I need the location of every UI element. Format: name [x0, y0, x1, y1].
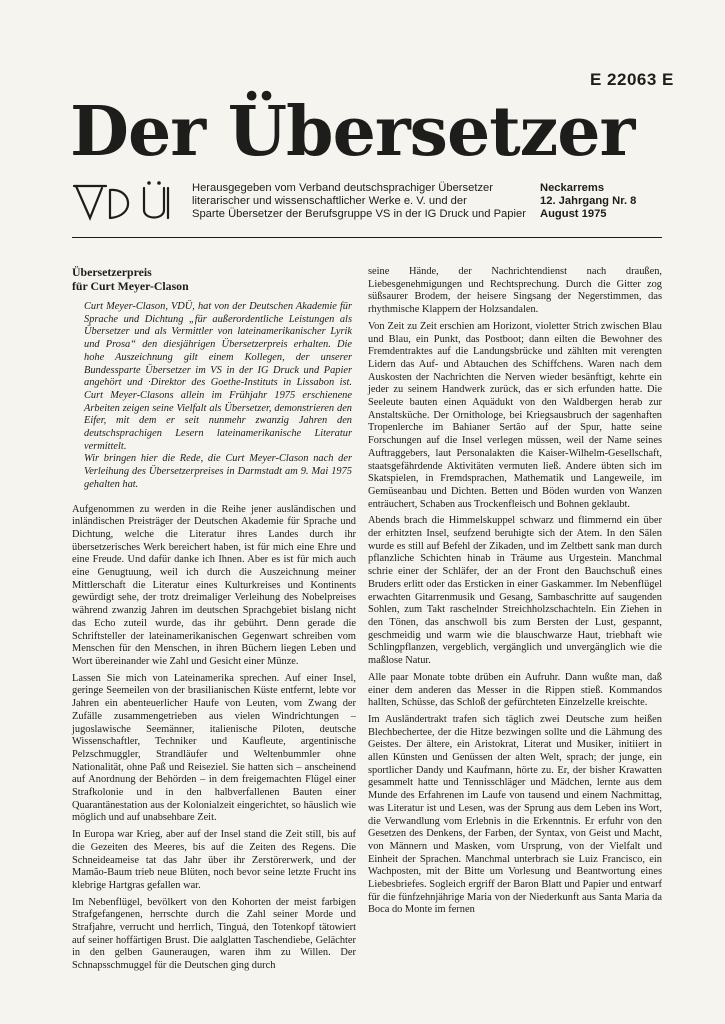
body-paragraph: In Europa war Krieg, aber auf der Insel stand die Zeit still, bis auf die Gezeiten des Meeres, bis auf die Zeiten des Regens. Die Schneideameise tat das Jahr über ihr Zerstörerwerk, und der Mamão-Baum trieb neue Blüten, noch bevor seine letzte Frucht ins klebrige Hartgras gefallen war.	[72, 829, 356, 891]
place: Neckarrems	[540, 182, 605, 194]
intro-paragraph: Wir bringen hier die Rede, die Curt Meyer-Clason nach der Verleihung des Übersetzerpreises in Darmstadt am 9. Mai 1975 gehalten hat.	[84, 453, 352, 490]
article-intro	[72, 301, 356, 492]
body-paragraph: Im Nebenflügel, bevölkert von den Kohorten der meist farbigen Strafgefangenen, herrschte durch die Zahl seiner Morde und Strafjahre, verrucht und herrlich, Tinguá, den Totenkopf tätowiert auf seiner hoffärtigen Brust. Die aalglatten Taschendiebe, Gelächter in den gelben Gauneraugen, waren ihm zu Willen. Der Schnapsschmuggel für die Deutschen ging durch	[72, 896, 356, 972]
body-paragraph: Abends brach die Himmelskuppel schwarz und flimmernd ein über der erhitzten Insel, seufzend beruhigte sich der Atem. In den Sälen wurde es still auf Befehl der Zikaden, und im Zeltbett sank man durch pflanzliche Schichten hinab in Träume aus Urgestein. Manchmal schrie einer der Schläfer, der an der Front den Bauchschuß eines Bruders erlitt oder das Ersticken in einer Gaskammer. Im Nebenflügel erwachten Gitarrenmusik und Gesang, Sambaschritte auf saugenden Sohlen, zum Takt raschelnder Streichholzschachteln. Ein Ziehen in den Tönen, das anschwoll bis zum Bersten der Lust, gespannt, geschmeidig und warm wie die blauschwarze Haut, triebhaft wie Schlingpflanzen, vergeblich, vergänglich und unvergänglich wie die maßlose Natur.	[368, 515, 662, 667]
intro-paragraph: Curt Meyer-Clason, VDÜ, hat von der Deutschen Akademie für Sprache und Dichtung „für außerordentliche Leistungen als Übersetzer und als Vermittler von lateinamerikanischer Lyrik und Prosa“ den diesjährigen Übersetzerpreis erhalten. Die hohe Auszeichnung gilt einem Kollegen, der unserer Bundessparte Übersetzer im VS in der IG Druck und Papier angehört und ·Direktor des Goethe-Instituts in Lissabon ist. Curt Meyer-Clasons allein im Frühjahr 1975 erschienene Arbeiten zeigen seine Vielfalt als Übersetzer, demonstrieren den Eifer, mit dem er seit nunmehr zwanzig Jahren den deutschsprachigen Lesern lateinamerikanische Literatur vermittelt.	[84, 301, 352, 452]
catalog-code: E 22063 E	[590, 70, 674, 89]
vdue-logo	[72, 180, 182, 222]
body-paragraph: Alle paar Monate tobte drüben ein Aufruhr. Dann wußte man, daß einer dem anderen das Messer in die Rippen stieß. Kommandos hallten, Schüsse, das Schloß der gefürchteten Einzelzelle kreischte.	[368, 671, 662, 709]
volume-issue: 12. Jahrgang Nr. 8	[540, 195, 637, 208]
body-paragraph: Lassen Sie mich von Lateinamerika sprechen. Auf einer Insel, geringe Seemeilen von der brasilianischen Küste entfernt, lebte vor Jahren ein abenteuerlicher Haufe von Leuten, vom Zwang der Zufälle zusammengetrieben aus vielen Windrichtungen – jugoslawische Seemänner, italienische Piloten, deutsche Wissenschaftler, Techniker und Kaufleute, argentinische Pelzschmuggler, Strandläufer und Weltenbummler ohne Nationalität, ohne Paß und Reiseziel. Sie hatten sich – anscheinend auf Anordnung der Behörden – in dem freigemachten Flügel einer Strafkolonie und in den halbverfallenen Bauten einer Quarantänestation aus der Kolonialzeit eingerichtet, so häuslich wie möglich und auf unabsehbare Zeit.	[72, 672, 356, 824]
body-paragraph: seine Hände, der Nachrichtendienst nach draußen, Liebesgenehmigungen und Rechtsprechung. Durch die Gitter zog süßsaurer Brodem, der heisere Singsang der Negerstimmen, das rhythmische Klappern der Holzsandalen.	[368, 266, 662, 316]
publisher-line: Sparte Übersetzer der Berufsgruppe VS in der IG Druck und Papier	[192, 208, 526, 221]
edition-info	[540, 182, 636, 222]
issue-date: August 1975	[540, 208, 607, 221]
body-paragraph: Aufgenommen zu werden in die Reihe jener ausländischen und inländischen Preisträger der Deutschen Akademie für Sprache und Dichtung, welche die Literatur ihres Landes durch ihr übersetzerisches Werk bereichert haben, ist für mich eine Ehre und eine Freude. Und dafür danke ich Ihnen. Aber es ist für mich auch eine Genugtuung, weil ich durch die Auszeichnung meiner Mittlerschaft die Literatur eines Kulturkreises und Kontinents gewürdigt sehe, der trotz dreimaliger Verleihung des Nobelpreises während zwanzig Jahren im deutschen Sprachgebiet bislang nicht das Echo zuteil wurde, das ihr gebührt. Denn gerade die Schriftsteller der lateinamerikanischen Gegenwart schreiben vom Menschen für den Menschen, in ihren Büchern liegen Leben und Wort übereinander wie Zahl und Gesicht einer Münze.	[72, 503, 356, 667]
publisher-line: Herausgegeben vom Verband deutschsprachiger Übersetzer	[192, 182, 493, 194]
article-headline	[72, 266, 356, 293]
right-column	[368, 266, 662, 921]
publisher-info	[192, 182, 526, 222]
body-paragraph: Von Zeit zu Zeit erschien am Horizont, violetter Strich zwischen Blau und Blau, ein Punkt, das Postboot; dann eilten die Bewohner des Fremdentraktes auf die Landungsbrücke und zählten mit verengten Lidern das Auf- und Abtauchen des Schiffchens. Waren nach dem Auskosten der Nachrichten die Nerven wieder besänftigt, kehrte ein jeder zu seinem Handwerk zurück, das er sich erfunden hatte. Die Seeleute bauten einen Aquädukt von den Waldbergen herab zur Anstaltsküche. Der Ornithologe, bei Kriegsausbruch der sagenhaften Tropenlerche im Bahianer Sertão auf der Spur, hatte seine Forschungen auf die Insel verlegen müssen, weil der Name seines Auftraggebers, laut Personalakten die Kaiser-Wilhelm-Gesellschaft, staatsgefährdende Aktivitäten vermuten ließ. Andere übten sich im Skatspielen, in Fremdsprachen, Mathematik und Langeweile, im Gemüseanbau und Dichten. Betten und Böden wurden von Wanzen enträuchert, Schaben aus Trockenfleisch und Bohnen geklaubt.	[368, 320, 662, 510]
body-paragraph: Im Ausländertrakt trafen sich täglich zwei Deutsche zum heißen Blechbechertee, der die Hitze bezwingen sollte und die Lähmung des Geistes. Der ältere, ein Aristokrat, Literat und Musiker, initiiert in allen Künsten und Genüssen der alten Welt, sprach; der junge, ein sportlicher Dandy und Kaufmann, hörte zu. Er, der bisher Krawatten gesammelt hatte und Tennisschläger und Mädchen, lernte aus dem Munde des Erfahrenen im Laufe von tausend und einem Nachmittag, was Literatur ist und Lesen, was der Sprung aus dem Leben ins Wort, die Verwandlung vom Erlebnis in die Erkenntnis. Er erfuhr von den Gesetzen des Denkens, der Farben, der Syntax, von Geist und Macht, von Männern und Masken, vom Ursprung, von der Vielfalt und Einheit der Sprachen. Manchmal unterbrach sie Luiz Francisco, ein Wachposten, mit der Bitte um Vorlesung und Beantwortung eines Liebesbriefes. Sogleich ergriff der Baron Blatt und Papier und entwarf für die fünfzehnjährige Maria von der Niederkunft aus Santa Maria da Boca do Monte im fernen	[368, 713, 662, 916]
header-divider	[72, 237, 662, 238]
publisher-line: literarischer und wissenschaftlicher Werke e. V. und der	[192, 195, 467, 208]
headline-line: für Curt Meyer-Clason	[72, 278, 189, 293]
headline-line: Übersetzerpreis	[72, 265, 152, 279]
masthead-title: Der Übersetzer	[70, 92, 635, 172]
left-column	[72, 266, 356, 977]
